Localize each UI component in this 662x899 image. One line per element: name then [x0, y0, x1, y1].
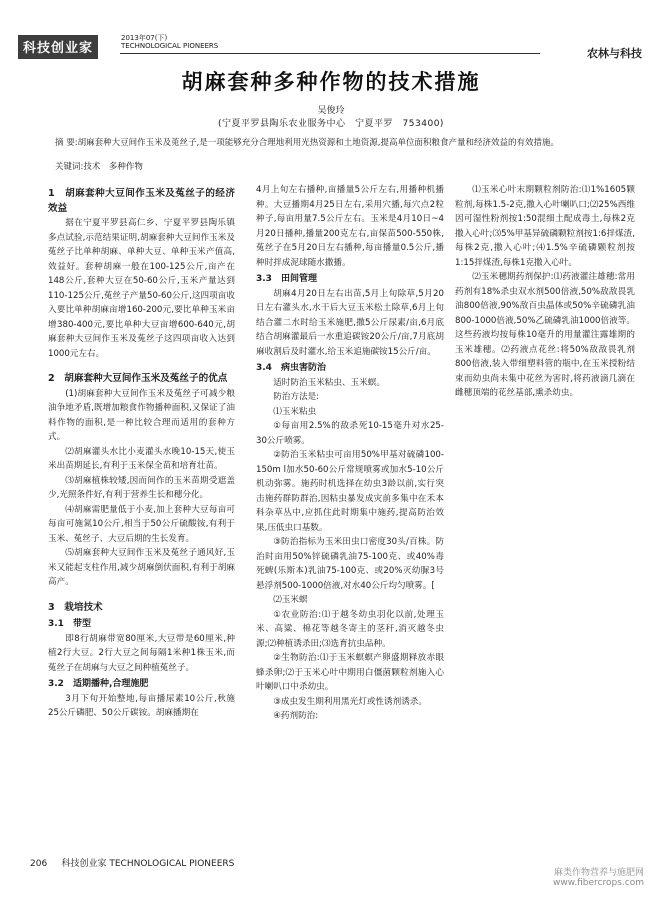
page-footer	[30, 856, 234, 869]
section-heading: 1 胡麻套种大豆间作玉米及菟丝子的经济效益	[48, 188, 235, 214]
paragraph: ⑶胡麻植株较矮,因而间作的玉米苗期受遮盖少,光照条件好,有利于营养生长和穗分化。	[48, 475, 235, 500]
paragraph: 胡麻4月20日左右出苗,5月上旬除草,5月20日左右灌头水,水干后大豆玉米松土除草,6月上旬结合灌二水时给玉米施肥,撒5公斤尿素/亩,6月底结合胡麻灌最后一水重追碳铵20公斤/亩,7月底胡麻收割后及时灌水,给玉米追施碳铵15公斤/亩。	[256, 288, 444, 357]
watermark-url: www.fibercrops.com	[553, 878, 644, 888]
section-label: 农林与科技	[587, 47, 642, 60]
subsection-heading: 3.3 田间管理	[256, 274, 317, 284]
keywords: 关键词:技术 多种作物	[55, 162, 143, 172]
paragraph-gap	[48, 361, 235, 368]
subsection-heading: 3.1 带型	[48, 619, 91, 629]
header-rule	[120, 53, 540, 54]
paragraph: ⑵玉米穗期药剂保护:⑴药液灌注雄穗:常用药剂有18%杀虫双水剂500倍液,50%敌敌畏乳油800倍液,90%敌百虫晶体或50%辛硫磷乳油800-1000倍液,50%乙硫磷乳油1000倍液等。这些药液均按每株10毫升的用量灌注露雄期的玉米雄穗。⑵药液点花丝:将50%敌敌畏乳剂800倍液,装入带细塑料管的瓶中,在玉米授粉结束而幼虫尚未集中花丝为害时,将药液滴几滴在雌穗顶端的花丝基部,熏杀幼虫。	[455, 272, 635, 398]
text-column-3	[455, 183, 635, 401]
paragraph: ②生物防治:⑴于玉米螟螟产卵盛期释放赤眼蜂杀卵;⑵于玉米心叶中期用白僵菌颗粒剂施入心叶喇叭口中杀幼虫。	[256, 653, 444, 692]
paragraph: 防治方法是:	[273, 392, 320, 402]
paragraph: ⑴玉米心叶末期颗粒剂防治:⑴1%1605颗粒剂,每株1.5-2克,撒入心叶喇叭口;⑵25%西维因可湿性粉剂按1:50混细土配成毒土,每株2克撒入心叶;⑶5%甲基异硫磷颗粒剂按1:6拌煤渣,每株2克,撒入心叶;⑷1.5%辛硫磷颗粒剂按1:15拌煤渣,每株1克撒入心叶。	[455, 185, 635, 268]
text-column-2	[256, 183, 444, 724]
paragraph: ⑴玉米粘虫	[273, 406, 317, 417]
issue-info	[121, 34, 218, 50]
issue-date: 2013年07(下)	[121, 34, 168, 42]
paragraph: ③防治指标为玉米田虫口密度30头/百株。防治时亩用50%锌硫磷乳油75-100克、或40%毒死蜱(乐斯本)乳油75-100克、或20%灭幼脲3号悬浮剂500-1000倍液,对水40公斤均匀喷雾。[	[256, 537, 444, 591]
paragraph: ⑷胡麻需肥量低于小麦,加上套种大豆每亩可每亩可施氮10公斤,相当于50公斤硫酸铵,有利于玉米、菟丝子、大豆后期的生长发育。	[48, 504, 235, 544]
paragraph: (1)胡麻套种大豆间作玉米及菟丝子可减少粮油争地矛盾,既增加粮食作物播种面积,又保证了油料作物的面积,是一种比较合理而适用的套种方式。	[48, 388, 235, 442]
paragraph: ⑸胡麻套种大豆间作玉米及菟丝子通风好,玉米又能起支柱作用,减少胡麻倒伏面积,有利于胡麻高产。	[48, 548, 235, 587]
section-heading: 3 栽培技术	[48, 601, 103, 613]
paragraph: ③成虫发生期利用黑光灯或性诱剂诱杀。	[273, 696, 427, 707]
text-column-1	[48, 183, 235, 721]
article-title: 胡麻套种多种作物的技术措施	[181, 70, 481, 94]
paragraph: ⑵胡麻灌头水比小麦灌头水晚10-15天,使玉米出苗期延长,有利于玉米保全苗和培育壮苗。	[48, 446, 235, 471]
paragraph: 3月下旬开始整地,每亩播尿素10公斤,秋施25公斤磷肥、50公斤碳铵。胡麻播期在	[48, 693, 235, 718]
paragraph: ①农业防治:⑴于越冬幼虫羽化以前,处理玉米、高粱、棉花等越冬寄主的茎秆,消灭越冬虫源;⑵种植诱杀田;⑶选育抗虫品种。	[256, 609, 444, 649]
author: 吴俊玲	[317, 106, 345, 116]
paragraph: 据在宁夏平罗县高仁乡、宁夏平罗县陶乐镇多点试验,示范结果证明,胡麻套种大豆间作玉米及菟丝子比单种胡麻、单种大豆、单种玉米产值高,效益好。套种胡麻一般在100-125公斤,亩产在148公斤,套种大豆在50-60公斤,玉米产量达到110-125公斤,菟丝子产量50-60公斤,这四项亩收入要比单种胡麻亩增160-200元,要比单种玉米亩增380-400元,要比单种大豆亩增600-640元,胡麻套种大豆间作玉米及菟丝子这四项亩收入达到1000元左右。	[48, 218, 235, 359]
page-number: 206	[30, 859, 48, 869]
watermark-site-name: 麻类作物营养与施肥网	[553, 868, 644, 878]
paragraph: ⑵玉米螟	[273, 595, 308, 605]
paragraph: 即8行胡麻带宽80厘米,大豆带是60厘米,种植2行大豆。2行大豆之间每隔1米种1株玉米,而菟丝子在胡麻与大豆之间种植菟丝子。	[48, 633, 235, 673]
subsection-heading: 3.2 适期播种,合理施肥	[48, 679, 149, 689]
paragraph: ②防治玉米粘虫可亩用50%甲基对硫磷100-150m l加水50-60公斤常规喷雾或加水5-10公斤机动弥雾。施药时机选择在幼虫3龄以前,实行突击施药群防群治,因粘虫暴发成灾前多集中在禾本科杂草丛中,应抓住此时期集中施药,提高防治效果,压低虫口基数。	[256, 450, 444, 533]
paragraph: ④药剂防治:	[273, 711, 319, 721]
subsection-heading: 3.4 病虫害防治	[256, 363, 326, 373]
abstract: 摘 要:胡麻套种大豆间作玉米及莵丝子,是一项能够充分合理地利用光热资源和土地资源,提高单位面积粮食产量和经济效益的有效措施。	[55, 138, 559, 148]
journal-logo: 科技创业家	[18, 35, 98, 59]
paragraph: 适时防治玉米粘虫、玉米螟。	[273, 377, 385, 388]
affiliation: (宁夏平罗县陶乐农业服务中心 宁夏平罗 753400)	[218, 119, 444, 129]
footer-journal: 科技创业家 TECHNOLOGICAL PIONEERS	[61, 859, 235, 869]
paragraph-gap	[48, 590, 235, 597]
paragraph: 4月上旬左右播种,亩播量5公斤左右,用播种机播种。大豆播期4月25日左右,采用穴播,每穴点2粒种子,每亩用量7.5公斤左右。玉米是4月10日~4月20日播种,播量200克左右,亩保苗500-550株,菟丝子在5月20日左右播种,每亩播量0.5公斤,播种时拌成泥球随水撒播。	[256, 185, 444, 268]
paragraph: ①每亩用2.5%的敌杀死10-15毫升对水25-30公斤喷雾。	[256, 421, 444, 446]
section-heading: 2 胡麻套种大豆间作玉米及菟丝子的优点	[48, 373, 228, 384]
journal-english-name: TECHNOLOGICAL PIONEERS	[121, 42, 219, 50]
